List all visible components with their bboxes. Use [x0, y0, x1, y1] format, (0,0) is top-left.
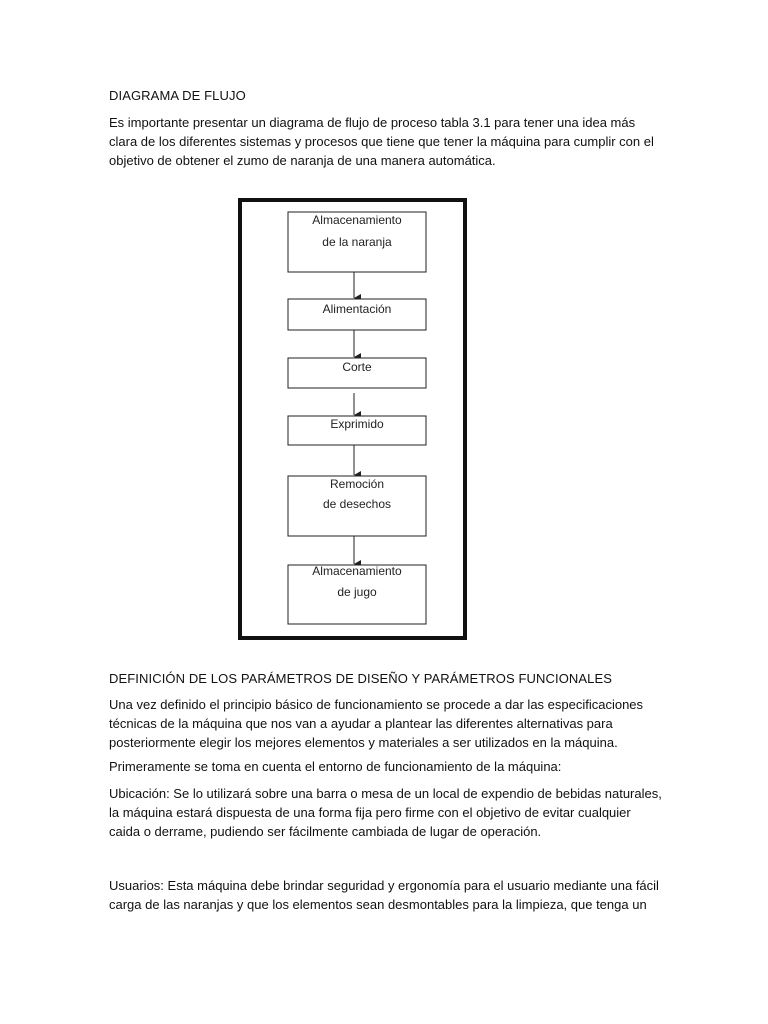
paragraph-line: caida o derrame, pudiendo ser fácilmente cambiada de lugar de operación.: [109, 824, 542, 839]
flow-node-label: de desechos: [322, 497, 392, 511]
flow-node-label: Almacenamiento: [312, 564, 402, 578]
flow-node-label: Almacenamiento: [312, 213, 402, 227]
paragraph-especificaciones: [109, 695, 669, 752]
paragraph-line: posteriormente elegir los mejores elementos y materiales a ser utilizados en la máquina.: [109, 735, 618, 750]
paragraph-line: carga de las naranjas y que los elementos sean desmontables para la limpieza, que tenga un: [109, 897, 647, 912]
paragraph-line: la máquina estará dispuesta de una forma fija pero firme con el objetivo de evitar cualquier: [109, 805, 631, 820]
flow-node-label: Remoción: [329, 477, 385, 491]
paragraph-ubicacion: [109, 784, 669, 841]
paragraph-usuarios: [109, 876, 669, 914]
paragraph-line: Usuarios: Esta máquina debe brindar seguridad y ergonomía para el usuario mediante una fácil: [109, 878, 659, 893]
paragraph-line: Una vez definido el principio básico de funcionamiento se procede a dar las especificaciones: [109, 697, 644, 712]
section-title-diagrama: DIAGRAMA DE FLUJO: [109, 88, 246, 103]
paragraph-line: Primeramente se toma en cuenta el entorno de funcionamiento de la máquina:: [109, 759, 562, 774]
flow-node-label: de jugo: [337, 585, 377, 599]
paragraph-line: clara de los diferentes sistemas y procesos que tiene que tener la máquina para cumplir con el: [109, 134, 654, 149]
flow-node-label: de la naranja: [322, 235, 392, 249]
flow-node-label: Alimentación: [322, 302, 392, 316]
intro-paragraph: [109, 113, 669, 170]
paragraph-line: Ubicación: Se lo utilizará sobre una barra o mesa de un local de expendio de bebidas naturales,: [109, 786, 662, 801]
flowchart-figure: [238, 198, 467, 640]
paragraph-line: Es importante presentar un diagrama de flujo de proceso tabla 3.1 para tener una idea más: [109, 115, 636, 130]
paragraph-line: técnicas de la máquina que nos van a ayudar a plantear las diferentes alternativas para: [109, 716, 613, 731]
paragraph-entorno: [109, 757, 669, 776]
flow-node-label: Exprimido: [330, 417, 384, 431]
flowchart-svg: [238, 198, 467, 640]
section-title-definicion: DEFINICIÓN DE LOS PARÁMETROS DE DISEÑO Y PARÁMETROS FUNCIONALES: [109, 671, 613, 686]
paragraph-line: objetivo de obtener el zumo de naranja de una manera automática.: [109, 153, 496, 168]
flow-node-label: Corte: [342, 360, 372, 374]
